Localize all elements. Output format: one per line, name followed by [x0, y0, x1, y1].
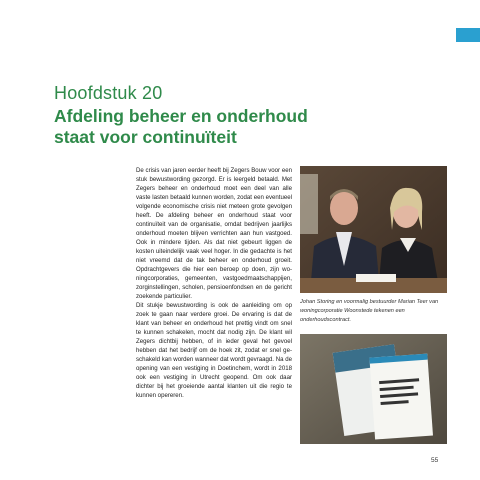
- title-line-2: staat voor continuïteit: [54, 127, 237, 147]
- brochure-photo: [300, 334, 447, 444]
- chapter-label: Hoofdstuk 20: [54, 83, 163, 103]
- body-paragraph-2: Dit stukje bewustwording is ook de aanleiding om op zoek te gaan naar verdere groei. De ervaring is dat de klant van beheer en onderhoud het prettig vindt om snel te kunnen schakelen, mocht dat nodig zijn. De klant wil Zegers dichtbij hebben, of in ieder geval het gevoel hebben dat het bedrijf om de hoek zit, zodat er snel geschakeld kan worden wanneer dat wordt gevraagd. Na de opening van een vestiging in Doetinchem, wordt in 2018 ook een vestiging in Utrecht geopend. Om ook daar dichter bij het groeiende aantal klanten uit die regio te kunnen opereren.: [136, 302, 292, 399]
- body-paragraph-1: De crisis van jaren eerder heeft bij Zegers Bouw voor een stuk bewustwording gezorgd. Er is leergeld betaald. Met Zegers beheer en onderhoud moet een deel van alle vaste lasten betaald kunnen worden, zodat een eventueel volgende economische crisis niet meteen grote gevolgen heeft. De afdeling beheer en onderhoud staat voor continuïteit van de organisatie, omdat bedrijven jaarlijks onderhoud moeten blijven verrichten aan hun vastgoed. Ook in mindere tijden. Als dat niet gebeurt liggen de kosten uiteindelijk vaak veel hoger. In die gedachte is het niet vreemd dat de tak beheer en onderhoud groeit. Opdrachtgevers die hier een beroep op doen, zijn woningcorporaties, gemeenten, vastgoedmaatschappijen, zorginstellingen, scholen, pensioenfondsen en de gericht zoekende particulier.: [136, 167, 292, 300]
- caption-line-1: Johan Storing en voormalig bestuurder Marian Teer van: [300, 299, 439, 305]
- body-text: [136, 166, 292, 400]
- corner-tab: [456, 28, 480, 42]
- photo-caption: [300, 298, 450, 325]
- title-line-1: Afdeling beheer en onderhoud: [54, 106, 308, 126]
- page-number: 55: [431, 457, 439, 464]
- signing-photo: [300, 166, 447, 293]
- caption-line-2: woningcorporatie Woonstede tekenen een onderhoudscontract.: [300, 308, 405, 323]
- page-title: [54, 106, 424, 148]
